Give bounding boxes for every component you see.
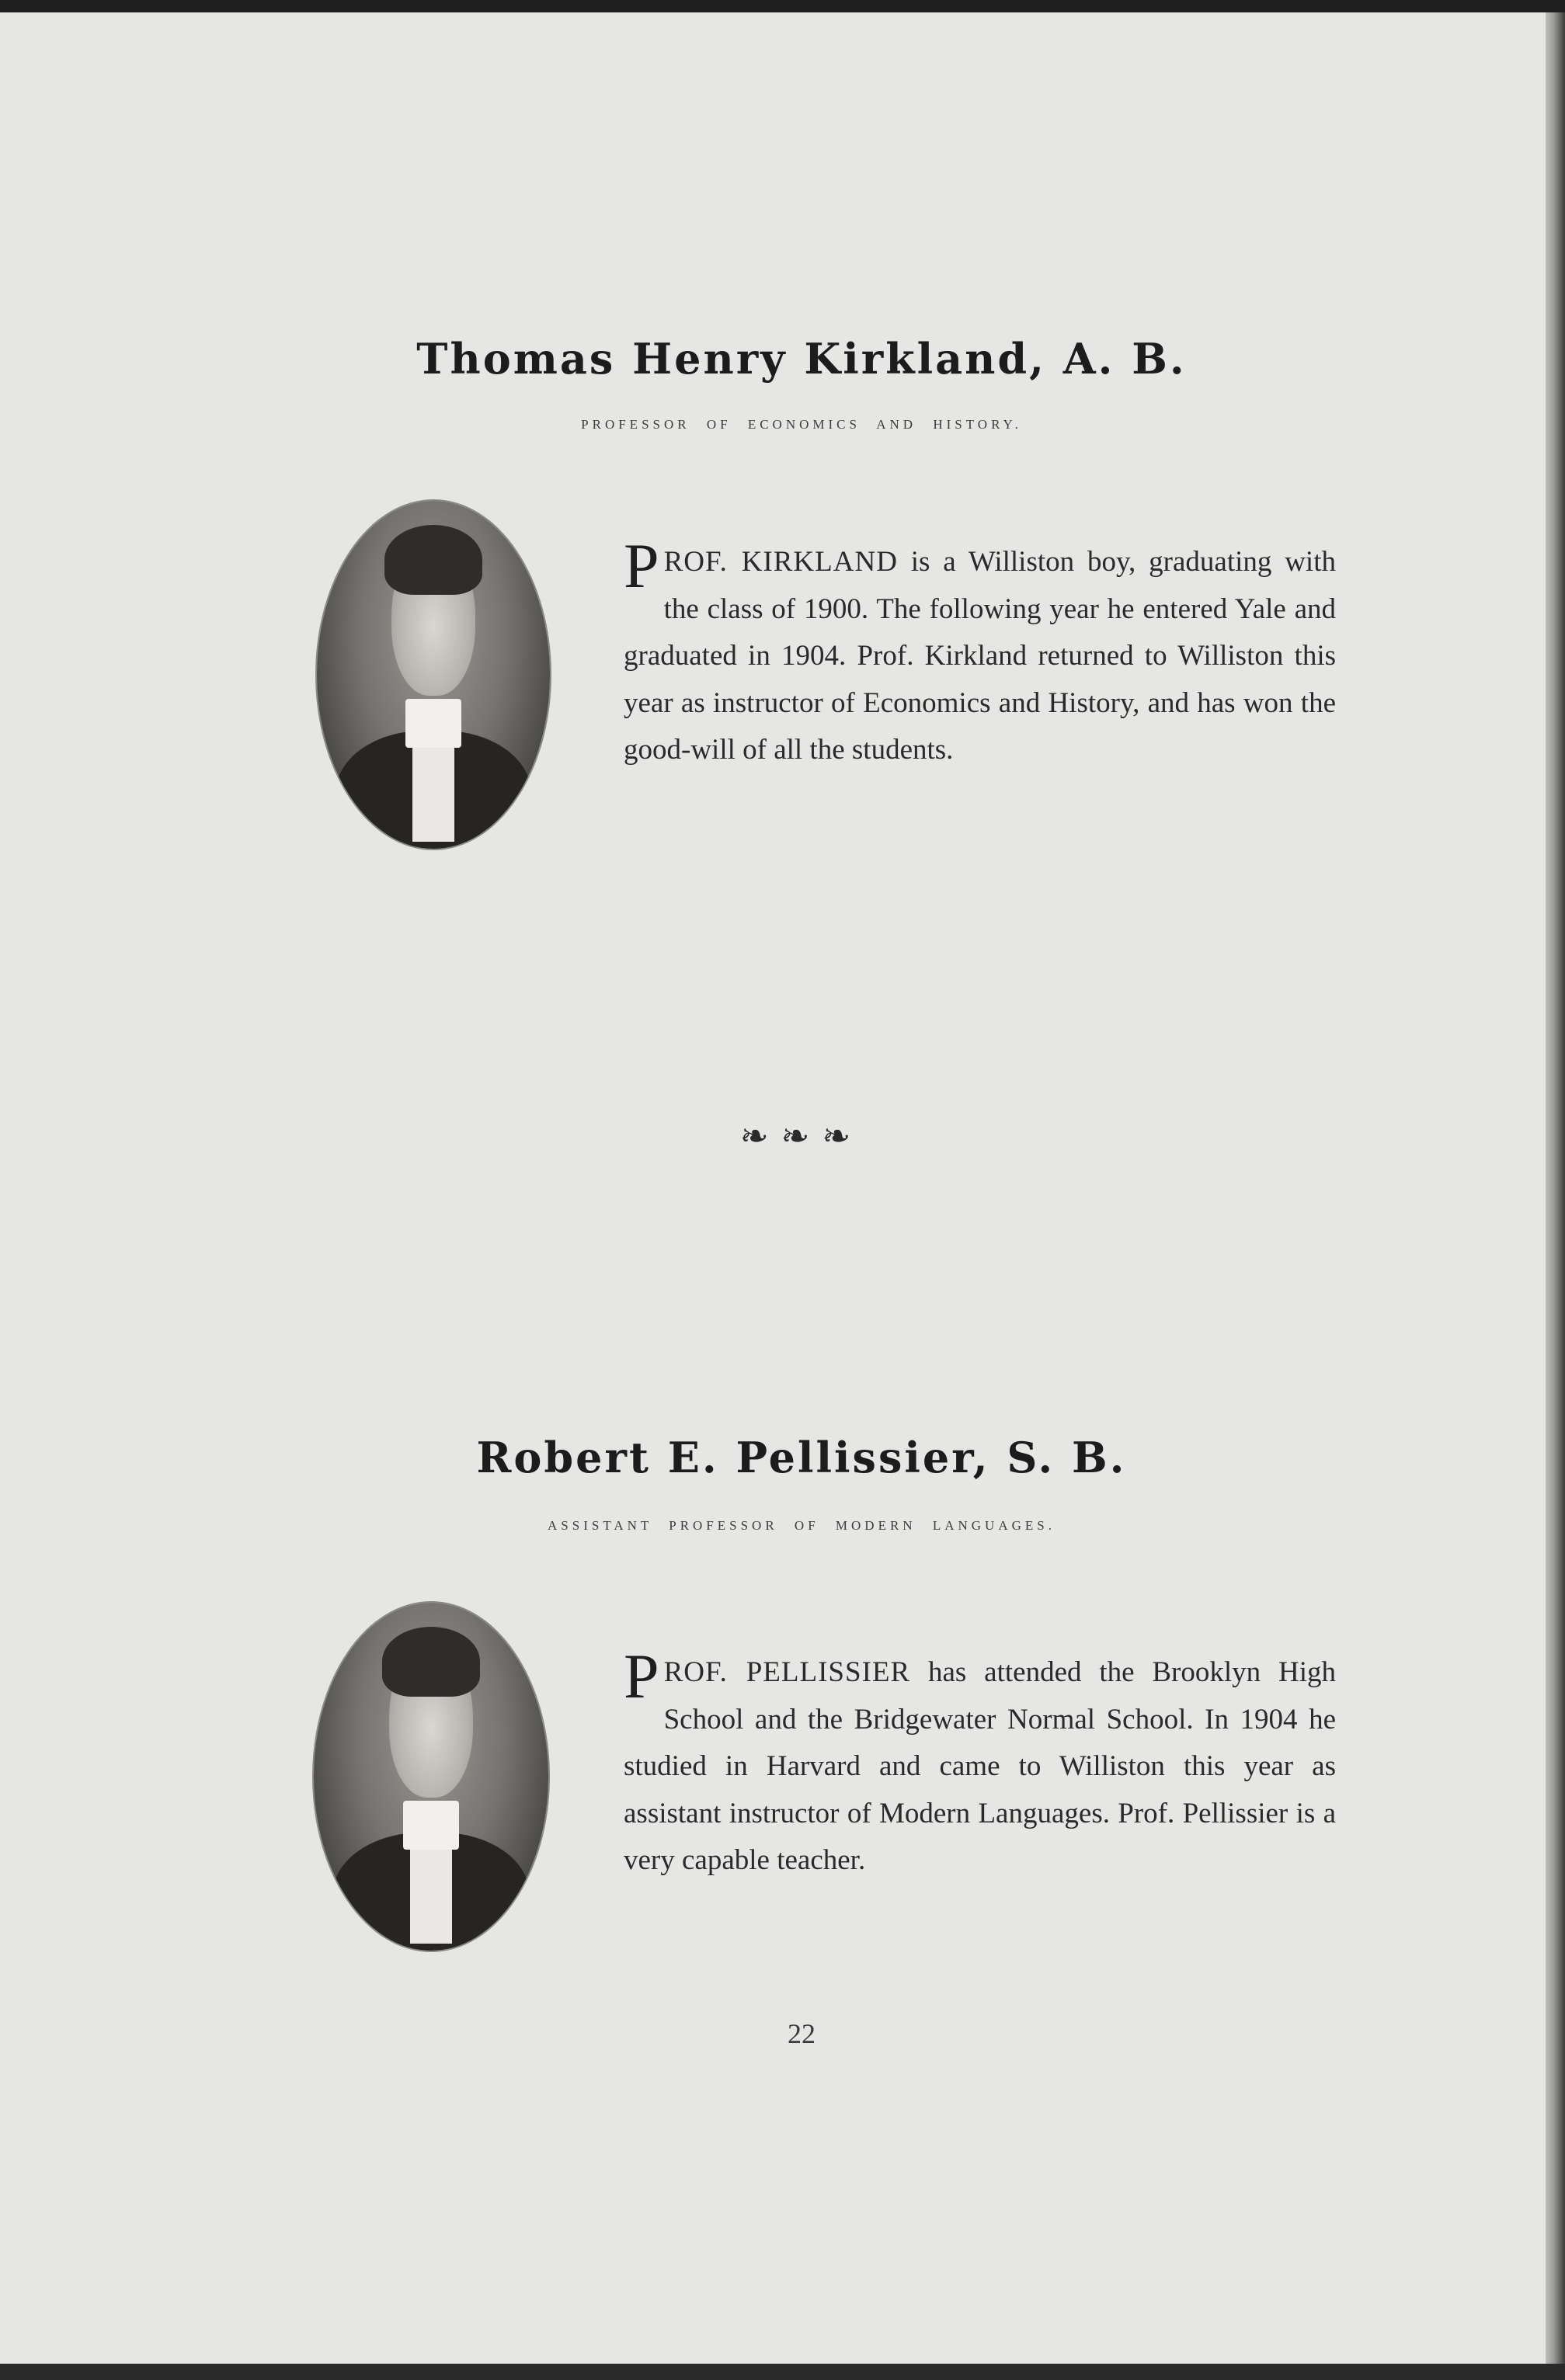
faculty-role-pellissier: ASSISTANT PROFESSOR OF MODERN LANGUAGES. [548, 1518, 1056, 1533]
bio-text: has attended the Brooklyn High School and the Bridgewater Normal School. In 1904 he studied in Harvard and came to Williston this year as assistant instructor of Modern Languages. Prof. Pellissier is a very capable teacher. [624, 1656, 1336, 1876]
faculty-role-kirkland: PROFESSOR OF ECONOMICS AND HISTORY. [581, 417, 1022, 432]
bio-text: is a Williston boy, graduating with the class of 1900. The following year he entered Yale and graduated in 1904. Prof. Kirkland returned to Williston this year as instructor of Economics and History, and has won the good-will of all the students. [624, 546, 1336, 766]
portrait-kirkland [317, 501, 550, 849]
bio-paragraph-pellissier [624, 1641, 1336, 1885]
section-divider-ornament: ❧❧❧ [739, 1117, 864, 1155]
bio-paragraph-kirkland [624, 530, 1336, 774]
drop-cap: P [624, 1641, 659, 1711]
bio-lead: ROF. KIRKLAND [663, 546, 898, 578]
faculty-name-pellissier: Robert E. Pellissier, S. B. [476, 1433, 1127, 1482]
page-number: 22 [788, 2018, 816, 2049]
bio-lead: ROF. PELLISSIER [663, 1656, 911, 1688]
page-edge-bottom [0, 2364, 1565, 2380]
drop-cap: P [624, 530, 659, 601]
portrait-pellissier [314, 1603, 548, 1951]
faculty-name-kirkland: Thomas Henry Kirkland, A. B. [416, 334, 1187, 384]
